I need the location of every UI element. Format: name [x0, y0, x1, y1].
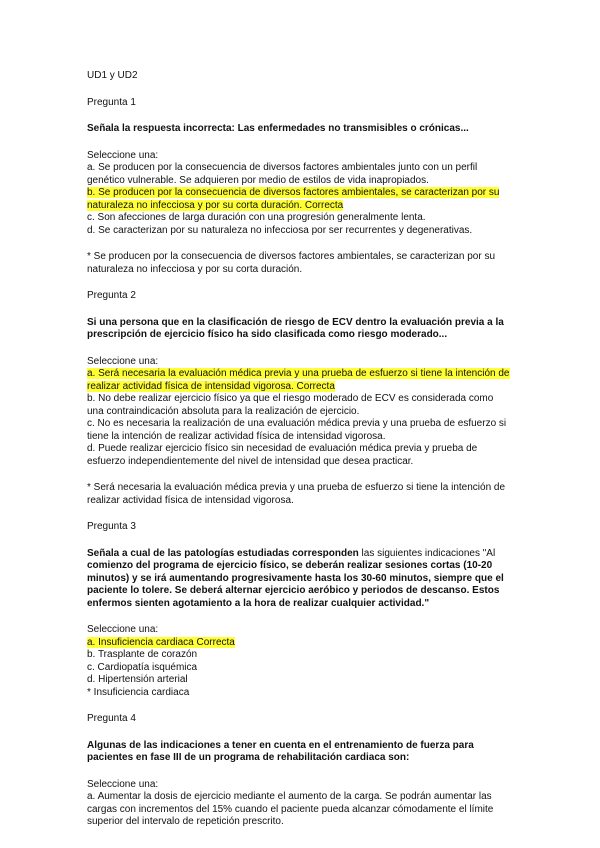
- option-line: b. No debe realizar ejercicio físico ya que el riesgo moderado de ECV es considerada como: [87, 393, 494, 404]
- option-line: b. Se producen por la consecuencia de diversos factores ambientales, se caracterizan por su: [87, 187, 500, 198]
- option-line: tiene la intención de realizar actividad física de intensidad vigorosa.: [87, 430, 386, 442]
- option-a: [87, 162, 517, 187]
- select-prompt: Seleccione una:: [87, 149, 159, 161]
- option-c: c. Son afecciones de larga duración con una progresión generalmente lenta.: [87, 212, 426, 223]
- option-a: [87, 791, 517, 829]
- answer-note: [87, 482, 517, 507]
- option-line: a. Aumentar la dosis de ejercicio mediante el aumento de la carga. Se podrán aumentar las: [87, 791, 492, 802]
- option-line: a. Será necesaria la evaluación médica previa y una prueba de esfuerzo si tiene la intención de: [87, 368, 510, 379]
- option-line: a. Se producen por la consecuencia de diversos factores ambientales junto con un perfil: [87, 162, 478, 173]
- answer-line: realizar actividad física de intensidad vigorosa.: [87, 494, 294, 506]
- option-d: d. Hipertensión arterial: [87, 674, 188, 685]
- option-line: c. No es necesaria la realización de una evaluación médica previa y una prueba de esfuerzo si: [87, 418, 507, 429]
- question-4: [87, 713, 517, 829]
- question-stem: Algunas de las indicaciones a tener en cuenta en el entrenamiento de fuerza para: [87, 739, 474, 751]
- option-d: d. Se caracterizan por su naturaleza no infecciosa por ser recurrentes y degenerativas.: [87, 224, 473, 236]
- option-line: genético vulnerable. Se adquieren por medio de estilos de vida inapropiados.: [87, 174, 429, 186]
- question-stem: Si una persona que en la clasificación de riesgo de ECV dentro la evaluación previa a la: [87, 316, 504, 328]
- question-label: Pregunta 3: [87, 521, 136, 532]
- question-3: [87, 521, 517, 699]
- question-stem: pacientes en fase III de un programa de rehabilitación cardiaca son:: [87, 752, 410, 763]
- answer-line: naturaleza no infecciosa y por su corta duración.: [87, 263, 303, 275]
- option-b: [87, 393, 517, 418]
- answer-line: * Será necesaria la evaluación médica previa y una prueba de esfuerzo si tiene la intención de: [87, 482, 506, 493]
- answer-line: * Se producen por la consecuencia de diversos factores ambientales, se caracterizan por su: [87, 251, 496, 262]
- option-line: d. Puede realizar ejercicio físico sin necesidad de evaluación médica previa y prueba de: [87, 443, 478, 454]
- question-stem: minutos) y se irá aumentando progresivamente hasta los 30-60 minutos, siempre que el: [87, 572, 504, 584]
- answer-note: [87, 251, 517, 276]
- option-b-correct: [87, 187, 517, 212]
- option-a-correct: a. Insuficiencia cardiaca Correcta: [87, 636, 235, 648]
- question-stem: prescripción de ejercicio físico ha sido clasificada como riesgo moderado...: [87, 329, 448, 340]
- question-label: Pregunta 4: [87, 713, 136, 724]
- option-a-correct: [87, 368, 517, 393]
- option-b: b. Trasplante de corazón: [87, 649, 198, 660]
- question-stem: paciente lo tolere. Se deberá alternar ejercicio aeróbico y periodos de descanso. Estos: [87, 585, 500, 596]
- option-c: [87, 418, 517, 443]
- option-line: una contraindicación absoluta para la realización de ejercicio.: [87, 405, 360, 417]
- select-prompt: Seleccione una:: [87, 778, 159, 790]
- document-title: UD1 y UD2: [87, 70, 138, 81]
- select-prompt: Seleccione una:: [87, 624, 159, 635]
- question-label: Pregunta 1: [87, 96, 136, 108]
- question-stem-bold: Señala a cual de las patologías estudiadas corresponden: [87, 547, 359, 559]
- question-stem: comienzo del programa de ejercicio físico, se deberán realizar sesiones cortas (10-20: [87, 560, 493, 571]
- option-line: cargas con incrementos del 15% cuando el paciente pueda alcanzar cómodamente el límite: [87, 803, 494, 815]
- question-stem: Señala la respuesta incorrecta: Las enfermedades no transmisibles o crónicas...: [87, 123, 469, 134]
- question-1: [87, 97, 517, 277]
- document-page: [87, 70, 517, 829]
- question-2: [87, 290, 517, 507]
- option-d: [87, 443, 517, 468]
- option-line: superior del intervalo de repetición prescrito.: [87, 816, 284, 827]
- question-label: Pregunta 2: [87, 290, 136, 301]
- option-line: realizar actividad física de intensidad vigorosa. Correcta: [87, 380, 335, 392]
- select-prompt: Seleccione una:: [87, 355, 159, 367]
- question-stem: enfermos sienten agotamiento a la hora de realizar cualquier actividad.": [87, 597, 430, 609]
- option-c: c. Cardiopatía isquémica: [87, 661, 198, 673]
- answer-note: * Insuficiencia cardiaca: [87, 686, 190, 698]
- option-line: esfuerzo independientemente del nivel de intensidad que desea practicar.: [87, 455, 414, 467]
- question-stem-normal: las siguientes indicaciones "Al: [358, 547, 496, 559]
- option-line: naturaleza no infecciosa y por su corta duración. Correcta: [87, 199, 344, 211]
